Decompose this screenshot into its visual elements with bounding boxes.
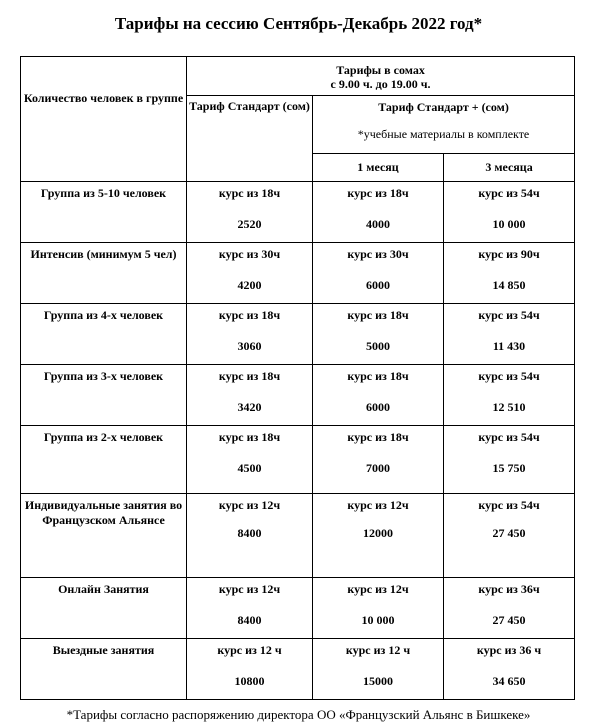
- price-value: 7000: [366, 461, 390, 475]
- price-value: 6000: [366, 278, 390, 292]
- price-value: 27 450: [492, 526, 526, 540]
- standard-plus-note: *учебные материалы в комплекте: [357, 127, 530, 141]
- standard-cell: [187, 578, 313, 639]
- course-hours: курс из 54ч: [478, 430, 540, 444]
- prices-group-line1: Тарифы в сомах: [336, 63, 425, 77]
- price-value: 3060: [237, 339, 262, 353]
- price-value: 11 430: [492, 339, 526, 353]
- table-row: [21, 182, 575, 243]
- month-1-cell: [313, 639, 444, 700]
- month-3-cell: [444, 639, 575, 700]
- price-value: 4500: [237, 461, 262, 475]
- standard-cell: [187, 304, 313, 365]
- table-row: [21, 365, 575, 426]
- row-label: Онлайн Занятия: [21, 578, 187, 639]
- course-hours: курс из 18ч: [347, 430, 409, 444]
- month-3-cell: [444, 304, 575, 365]
- price-value: 3420: [237, 400, 262, 414]
- month-1-header: 1 месяц: [313, 154, 444, 182]
- standard-plus-header: [313, 96, 575, 154]
- row-label: Группа из 3-х человек: [21, 365, 187, 426]
- row-label: Выездные занятия: [21, 639, 187, 700]
- course-hours: курс из 54ч: [478, 498, 540, 512]
- month-1-cell: [313, 304, 444, 365]
- group-count-header: Количество человек в группе: [21, 57, 187, 182]
- month-1-cell: [313, 182, 444, 243]
- course-hours: курс из 12 ч: [217, 643, 282, 657]
- price-value: 10 000: [361, 613, 395, 627]
- price-value: 34 650: [492, 674, 526, 688]
- course-hours: курс из 12ч: [218, 498, 281, 512]
- month-3-cell: [444, 494, 575, 578]
- price-value: 4200: [237, 278, 262, 292]
- month-3-cell: [444, 578, 575, 639]
- standard-plus-title: Тариф Стандарт + (сом): [378, 100, 509, 114]
- row-label: Группа из 4-х человек: [21, 304, 187, 365]
- price-value: 14 850: [492, 278, 526, 292]
- prices-group-line2: с 9.00 ч. до 19.00 ч.: [330, 77, 431, 91]
- price-value: 15 750: [492, 461, 526, 475]
- course-hours: курс из 30ч: [347, 247, 409, 261]
- standard-cell: [187, 494, 313, 578]
- price-value: 4000: [366, 217, 390, 231]
- prices-group-header: [187, 57, 575, 96]
- price-value: 8400: [237, 526, 262, 540]
- month-3-cell: [444, 365, 575, 426]
- course-hours: курс из 18ч: [218, 308, 281, 322]
- month-3-cell: [444, 426, 575, 494]
- month-3-cell: [444, 182, 575, 243]
- page-title: Тарифы на сессию Сентябрь-Декабрь 2022 год*: [114, 14, 483, 33]
- course-hours: курс из 30ч: [218, 247, 281, 261]
- row-label: Интенсив (минимум 5 чел): [21, 243, 187, 304]
- course-hours: курс из 18ч: [347, 308, 409, 322]
- price-value: 2520: [237, 217, 262, 231]
- course-hours: курс из 54ч: [478, 308, 540, 322]
- course-hours: курс из 18ч: [218, 186, 281, 200]
- course-hours: курс из 12ч: [347, 498, 409, 512]
- month-1-cell: [313, 365, 444, 426]
- price-value: 10800: [234, 674, 265, 688]
- price-value: 5000: [366, 339, 390, 353]
- standard-cell: [187, 639, 313, 700]
- row-label: Индивидуальные занятия во Французском Альянсе: [21, 494, 187, 578]
- course-hours: курс из 18ч: [347, 369, 409, 383]
- standard-cell: [187, 426, 313, 494]
- price-value: 27 450: [492, 613, 526, 627]
- table-row: [21, 578, 575, 639]
- tariffs-table: [20, 56, 575, 700]
- course-hours: курс из 54ч: [478, 186, 540, 200]
- course-hours: курс из 12ч: [347, 582, 409, 596]
- course-hours: курс из 90ч: [478, 247, 540, 261]
- month-1-cell: [313, 426, 444, 494]
- month-3-cell: [444, 243, 575, 304]
- price-value: 12000: [363, 526, 393, 540]
- standard-cell: [187, 243, 313, 304]
- course-hours: курс из 18ч: [218, 369, 281, 383]
- standard-tariff-header: Тариф Стандарт (сом): [187, 96, 313, 182]
- price-value: 15000: [363, 674, 393, 688]
- table-row: [21, 304, 575, 365]
- course-hours: курс из 12ч: [218, 582, 281, 596]
- table-row: [21, 243, 575, 304]
- month-3-header: 3 месяца: [444, 154, 575, 182]
- header-row-1: [21, 57, 575, 96]
- row-label: Группа из 2-х человек: [21, 426, 187, 494]
- price-value: 6000: [366, 400, 390, 414]
- table-row: [21, 639, 575, 700]
- table-row: [21, 494, 575, 578]
- course-hours: курс из 18ч: [218, 430, 281, 444]
- course-hours: курс из 36ч: [478, 582, 540, 596]
- price-value: 10 000: [492, 217, 526, 231]
- course-hours: курс из 36 ч: [476, 643, 542, 657]
- price-value: 12 510: [492, 400, 526, 414]
- standard-cell: [187, 365, 313, 426]
- course-hours: курс из 12 ч: [345, 643, 411, 657]
- month-1-cell: [313, 243, 444, 304]
- month-1-cell: [313, 494, 444, 578]
- table-row: [21, 426, 575, 494]
- footnote: *Тарифы согласно распоряжению директора ОО «Французский Альянс в Бишкеке»: [66, 707, 531, 722]
- course-hours: курс из 54ч: [478, 369, 540, 383]
- month-1-cell: [313, 578, 444, 639]
- row-label: Группа из 5-10 человек: [21, 182, 187, 243]
- standard-cell: [187, 182, 313, 243]
- course-hours: курс из 18ч: [347, 186, 409, 200]
- price-value: 8400: [237, 613, 262, 627]
